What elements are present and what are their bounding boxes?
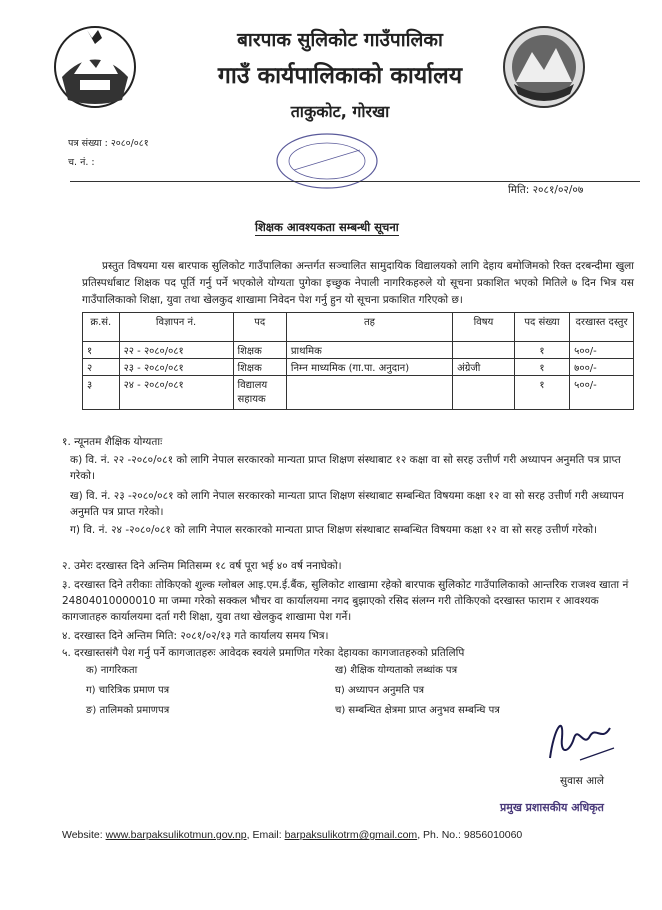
cell-fee: ५००/- — [570, 376, 634, 410]
table-row — [83, 342, 634, 359]
col-level: तह — [286, 313, 452, 342]
doc-experience-letter: च) सम्बन्धित क्षेत्रमा प्राप्त अनुभव सम्बन्धि पत्र — [335, 705, 500, 716]
cell-sn: २ — [83, 359, 120, 376]
col-subject: विषय — [453, 313, 515, 342]
issue-date: मिति: २०८१/०२/०७ — [508, 184, 584, 196]
cell-sn: १ — [83, 342, 120, 359]
signatory-title: प्रमुख प्रशासकीय अधिकृत — [500, 801, 604, 814]
cell-count: १ — [514, 342, 569, 359]
table-row — [83, 376, 634, 410]
col-sn: क्र.सं. — [83, 313, 120, 342]
handwritten-signature — [540, 708, 620, 768]
nepal-emblem-logo — [52, 22, 138, 112]
website-link[interactable]: www.barpaksulikotmun.gov.np — [105, 829, 247, 841]
intro-paragraph: प्रस्तुत विषयमा यस बारपाक सुलिकोट गाउँपालिका अन्तर्गत सञ्चालित सामुदायिक विद्यालयको लागि देहाय बमोजिमको रिक्त दरबन्दीमा खुला प्रतिस्पर्धाबाट शिक्षक पद पूर्ति गर्नु पर्ने भएकोले योग्यता पुगेका इच्छुक नेपाली नागरिकहरुले यो सूचना प्रकाशित भएको मितिले ७ दिन भित्र यस गाउँपालिकाको शिक्षा, युवा तथा खेलकुद शाखामा निवेदन पेश गर्नु हुन यो सूचना प्रकाशित गरिएको छ। — [82, 260, 634, 306]
table-header-row — [83, 313, 634, 342]
website-label: Website: — [62, 829, 106, 841]
cell-level: प्राथमिक — [286, 342, 452, 359]
doc-citizenship: क) नागरिकता — [86, 665, 138, 676]
cell-count: १ — [514, 376, 569, 410]
notice-subject: शिक्षक आवश्यकता सम्बन्धी सूचना — [255, 220, 399, 234]
col-count: पद संख्या — [514, 313, 569, 342]
cell-subject — [453, 376, 515, 410]
vacancy-table — [82, 312, 634, 410]
application-deadline: ४. दरखास्त दिने अन्तिम मिति: २०८१/०२/१३ गते कार्यालय समय भित्र। — [62, 630, 329, 642]
cell-fee: ५००/- — [570, 342, 634, 359]
table-row — [83, 359, 634, 376]
cell-ad-no: २२ - २०८०/०८१ — [119, 342, 233, 359]
office-name: गाउँ कार्यपालिकाको कार्यालय — [217, 63, 463, 89]
cell-sn: ३ — [83, 376, 120, 410]
signatory-name: सुवास आले — [560, 775, 604, 787]
phone-number: , Ph. No.: 9856010060 — [417, 829, 523, 841]
cell-subject: अंग्रेजी — [453, 359, 515, 376]
org-name: बारपाक सुलिकोट गाउँपालिका — [237, 29, 443, 51]
section-qualification-title: १. न्यूनतम शैक्षिक योग्यताः — [62, 436, 163, 448]
office-location: ताकुकोट, गोरखा — [290, 102, 390, 121]
footer-contact — [62, 829, 622, 841]
age-requirement: २. उमेरः दरखास्त दिने अन्तिम मितिसम्म १८ वर्ष पूरा भई ४० वर्ष ननाघेको। — [62, 560, 342, 572]
email-link[interactable]: barpaksulikotrm@gmail.com — [284, 829, 418, 841]
qualification-item-c: ग) वि. नं. २४ -२०८०/०८१ को लागि नेपाल सरकारको मान्यता प्राप्त शिक्षण संस्थाबाट सम्बन्धित विषयमा कक्षा १२ वा सो सरह उत्तीर्ण गरेको। — [70, 524, 598, 536]
col-post: पद — [233, 313, 286, 342]
doc-teaching-license: घ) अध्यापन अनुमति पत्र — [335, 685, 425, 696]
doc-marksheet: ख) शैक्षिक योग्यताको लब्धांक पत्र — [335, 665, 458, 676]
cell-level — [286, 376, 452, 410]
col-fee: दरखास्त दस्तुर — [570, 313, 634, 342]
cell-post: शिक्षक — [233, 359, 286, 376]
application-method: ३. दरखास्त दिने तरीकाः तोकिएको शुल्क ग्लोबल आइ.एम.ई.बैंक, सुलिकोट शाखामा रहेको बारपाक सुलिकोट गाउँपालिकाको आन्तरिक राजश्व खाता नं 24804010000010 मा जम्मा गरेको सक्कल भौचर वा कार्यालयमा नगद बुझाएको रसिद संलग्न गरी तोकिएको दरखास्त फाराम र आवश्यक कागजातहरु कार्यालयमा दर्ता गरी शिक्षा, युवा तथा खेलकुद शाखामा पेश गर्ने। — [62, 579, 629, 623]
cell-post: शिक्षक — [233, 342, 286, 359]
header-divider — [70, 181, 640, 182]
cell-fee: ७००/- — [570, 359, 634, 376]
dispatch-number: च. नं. : — [68, 157, 95, 168]
doc-character-certificate: ग) चारित्रिक प्रमाण पत्र — [86, 685, 170, 696]
email-label: , Email: — [246, 829, 285, 841]
required-documents-title: ५. दरखास्तसंगै पेश गर्नु पर्ने कागजातहरुः आवेदक स्वयंले प्रमाणित गरेका देहायका कागजातहरुको प्रतिलिपि — [62, 647, 465, 659]
cell-post: विद्यालय सहायक — [233, 376, 286, 410]
office-stamp — [272, 130, 382, 192]
qualification-item-b: ख) वि. नं. २३ -२०८०/०८१ को लागि नेपाल सरकारको मान्यता प्राप्त शिक्षण संस्थाबाट सम्बन्धित विषयमा कक्षा १२ वा सो सरह उत्तीर्ण गरी अध्यापन अनुमति पत्र प्राप्त गरेको। — [70, 490, 624, 518]
cell-subject — [453, 342, 515, 359]
cell-count: १ — [514, 359, 569, 376]
doc-training-certificate: ङ) तालिमको प्रमाणपत्र — [86, 705, 170, 716]
cell-ad-no: २४ - २०८०/०८१ — [119, 376, 233, 410]
reference-number: पत्र संख्या : २०८०/०८१ — [68, 138, 149, 149]
cell-level: निम्न माध्यमिक (गा.पा. अनुदान) — [286, 359, 452, 376]
qualification-item-a: क) वि. नं. २२ -२०८०/०८१ को लागि नेपाल सरकारको मान्यता प्राप्त शिक्षण संस्थाबाट १२ कक्षा वा सो सरह उत्तीर्ण गरी अध्यापन अनुमति पत्र प्राप्त गरेको। — [70, 454, 621, 482]
col-ad-no: विज्ञापन नं. — [119, 313, 233, 342]
cell-ad-no: २३ - २०८०/०८१ — [119, 359, 233, 376]
